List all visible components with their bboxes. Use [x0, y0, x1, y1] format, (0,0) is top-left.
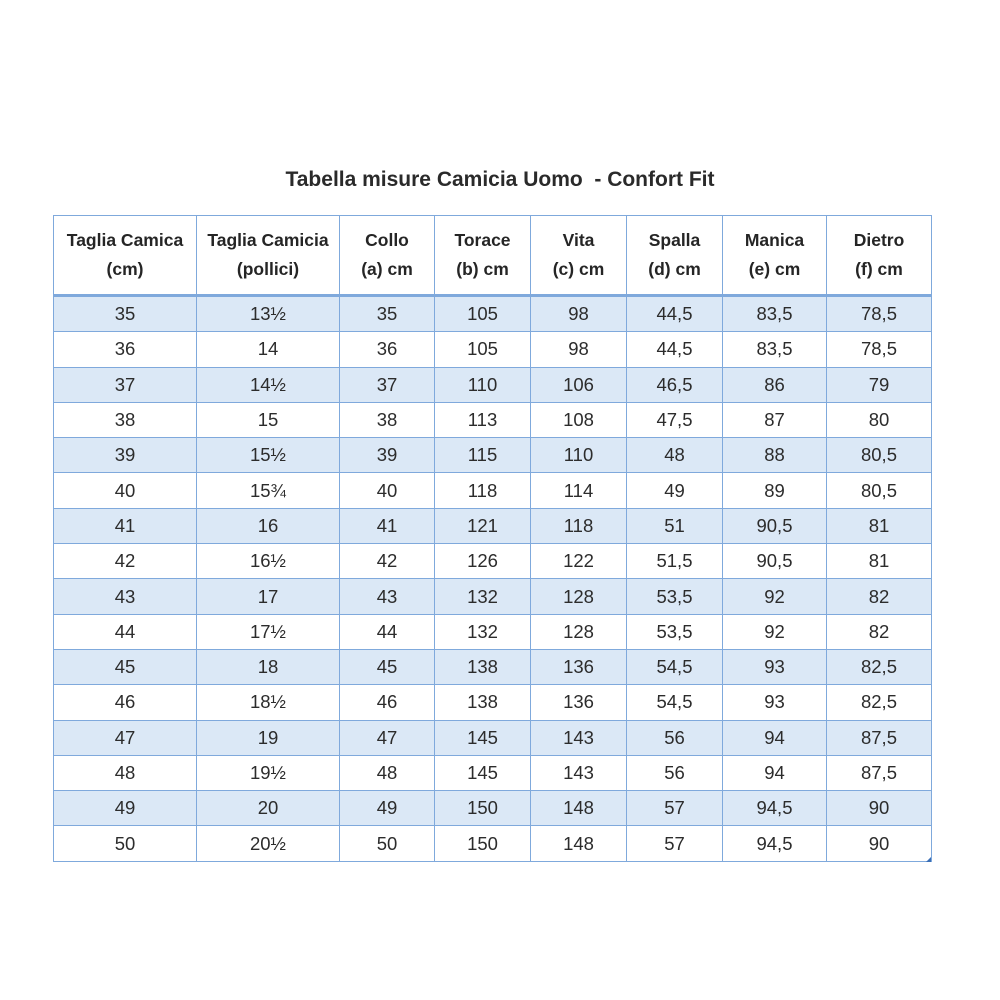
table-cell: 94: [723, 755, 827, 790]
table-cell: 110: [531, 438, 627, 473]
table-cell: 83,5: [723, 296, 827, 332]
table-cell: 43: [54, 579, 197, 614]
table-cell: 83,5: [723, 332, 827, 367]
header-label: Collo: [365, 230, 409, 250]
header-collo: [340, 216, 435, 296]
table-cell: 47: [340, 720, 435, 755]
table-cell: 143: [531, 755, 627, 790]
table-cell: 17: [197, 579, 340, 614]
table-cell: 90,5: [723, 508, 827, 543]
header-unit: (pollici): [236, 259, 300, 279]
size-chart-table: [53, 215, 932, 862]
header-unit: (cm): [106, 259, 144, 279]
table-cell: 145: [435, 755, 531, 790]
table-cell: 57: [627, 791, 723, 826]
table-cell: 118: [435, 473, 531, 508]
table-cell: 136: [531, 649, 627, 684]
table-cell: 108: [531, 402, 627, 437]
table-cell: 49: [54, 791, 197, 826]
table-cell: 145: [435, 720, 531, 755]
table-row: [54, 685, 932, 720]
header-unit: (e) cm: [748, 259, 801, 279]
table-cell: 105: [435, 332, 531, 367]
table-cell: 105: [435, 296, 531, 332]
table-cell: 37: [54, 367, 197, 402]
table-title: Tabella misure Camicia Uomo - Confort Fit: [285, 168, 715, 191]
table-cell: 35: [340, 296, 435, 332]
table-cell: 82: [827, 579, 932, 614]
table-cell: 49: [340, 791, 435, 826]
table-cell: 93: [723, 649, 827, 684]
header-label: Dietro: [853, 230, 905, 250]
table-cell: 132: [435, 579, 531, 614]
table-row: [54, 720, 932, 755]
table-cell: 45: [54, 649, 197, 684]
table-cell: 46: [340, 685, 435, 720]
table-cell: 40: [340, 473, 435, 508]
table-cell: 42: [340, 544, 435, 579]
table-cell: 87,5: [827, 755, 932, 790]
table-cell: 38: [54, 402, 197, 437]
table-cell: 47,5: [627, 402, 723, 437]
table-cell: 37: [340, 367, 435, 402]
table-cell: 18: [197, 649, 340, 684]
table-cell: 126: [435, 544, 531, 579]
table-cell: 42: [54, 544, 197, 579]
table-cell: 44: [54, 614, 197, 649]
table-cell: 138: [435, 649, 531, 684]
table-row: [54, 544, 932, 579]
table-cell: 93: [723, 685, 827, 720]
table-cell: 47: [54, 720, 197, 755]
table-cell: 41: [54, 508, 197, 543]
table-cell: 128: [531, 614, 627, 649]
table-cell: 48: [627, 438, 723, 473]
table-cell: 150: [435, 791, 531, 826]
table-cell: 18½: [197, 685, 340, 720]
table-cell: 150: [435, 826, 531, 861]
table-cell: 44: [340, 614, 435, 649]
table-cell: 110: [435, 367, 531, 402]
table-cell: 148: [531, 826, 627, 861]
table-cell: 92: [723, 614, 827, 649]
header-label: Spalla: [648, 230, 701, 250]
table-cell: 20½: [197, 826, 340, 861]
table-cell: 48: [340, 755, 435, 790]
header-torace: [435, 216, 531, 296]
table-cell: 90: [827, 791, 932, 826]
header-label: Taglia Camicia: [207, 230, 329, 250]
table-cell: 16½: [197, 544, 340, 579]
table-cell: 50: [54, 826, 197, 861]
table-cell: 79: [827, 367, 932, 402]
table-cell: 44,5: [627, 332, 723, 367]
table-cell: 132: [435, 614, 531, 649]
table-cell: 88: [723, 438, 827, 473]
table-cell: 44,5: [627, 296, 723, 332]
table-row: [54, 473, 932, 508]
header-taglia-camica-cm: [54, 216, 197, 296]
table-cell: 13½: [197, 296, 340, 332]
table-cell: 45: [340, 649, 435, 684]
table-row: [54, 438, 932, 473]
header-label: Torace: [454, 230, 511, 250]
table-cell: 82: [827, 614, 932, 649]
table-cell: 114: [531, 473, 627, 508]
table-cell: 143: [531, 720, 627, 755]
table-cell: 98: [531, 332, 627, 367]
header-label: Vita: [562, 230, 595, 250]
table-cell: 41: [340, 508, 435, 543]
header-label: Manica: [744, 230, 805, 250]
table-cell: 82,5: [827, 685, 932, 720]
header-taglia-camicia-pollici: [197, 216, 340, 296]
table-cell: 19: [197, 720, 340, 755]
header-label: Taglia Camica: [66, 230, 184, 250]
table-cell: 81: [827, 544, 932, 579]
header-dietro: [827, 216, 932, 296]
table-cell: 53,5: [627, 579, 723, 614]
header-unit: (d) cm: [648, 259, 701, 279]
table-cell: 54,5: [627, 685, 723, 720]
header-unit: (b) cm: [456, 259, 509, 279]
table-cell: 35: [54, 296, 197, 332]
table-cell: 53,5: [627, 614, 723, 649]
table-row: [54, 614, 932, 649]
table-cell: 40: [54, 473, 197, 508]
table-cell: 98: [531, 296, 627, 332]
table-cell: 87: [723, 402, 827, 437]
table-cell: 39: [54, 438, 197, 473]
table-row: [54, 508, 932, 543]
table-cell: 121: [435, 508, 531, 543]
table-cell: 148: [531, 791, 627, 826]
table-cell: 51,5: [627, 544, 723, 579]
table-row: [54, 649, 932, 684]
table-cell: 48: [54, 755, 197, 790]
table-cell: 118: [531, 508, 627, 543]
table-cell: 128: [531, 579, 627, 614]
table-cell: 46: [54, 685, 197, 720]
table-cell: 14: [197, 332, 340, 367]
table-cell: 15½: [197, 438, 340, 473]
table-row: [54, 826, 932, 861]
table-row: [54, 791, 932, 826]
header-unit: (f) cm: [855, 259, 903, 279]
table-cell: 51: [627, 508, 723, 543]
header-unit: (c) cm: [552, 259, 605, 279]
header-row: [54, 216, 932, 296]
table-cell: 16: [197, 508, 340, 543]
table-cell: 49: [627, 473, 723, 508]
table-cell: 90,5: [723, 544, 827, 579]
table-cell: 82,5: [827, 649, 932, 684]
table-cell: 115: [435, 438, 531, 473]
table-cell: 106: [531, 367, 627, 402]
table-row: [54, 332, 932, 367]
table-row: [54, 367, 932, 402]
table-cell: 81: [827, 508, 932, 543]
table-cell: 113: [435, 402, 531, 437]
table-cell: 78,5: [827, 332, 932, 367]
table-cell: 36: [340, 332, 435, 367]
table-cell: 80: [827, 402, 932, 437]
table-cell: 56: [627, 755, 723, 790]
header-manica: [723, 216, 827, 296]
header-spalla: [627, 216, 723, 296]
table-cell: 94: [723, 720, 827, 755]
table-cell: 14½: [197, 367, 340, 402]
table-cell: 94,5: [723, 791, 827, 826]
table-cell: 80,5: [827, 473, 932, 508]
table-cell: 20: [197, 791, 340, 826]
table-cell: 89: [723, 473, 827, 508]
table-cell: 80,5: [827, 438, 932, 473]
table-cell: 36: [54, 332, 197, 367]
table-cell: 86: [723, 367, 827, 402]
table-cell: 15: [197, 402, 340, 437]
table-cell: 15¾: [197, 473, 340, 508]
table-cell: 19½: [197, 755, 340, 790]
resize-handle-icon: [926, 857, 931, 862]
table-row: [54, 755, 932, 790]
table-cell: 94,5: [723, 826, 827, 861]
table-cell: 138: [435, 685, 531, 720]
table-cell: 54,5: [627, 649, 723, 684]
table-cell: 122: [531, 544, 627, 579]
header-vita: [531, 216, 627, 296]
table-row: [54, 296, 932, 332]
table-cell: 136: [531, 685, 627, 720]
table-cell: 39: [340, 438, 435, 473]
table-cell: 92: [723, 579, 827, 614]
table-header: [54, 216, 932, 296]
table-cell: 50: [340, 826, 435, 861]
table-cell: 46,5: [627, 367, 723, 402]
table-row: [54, 579, 932, 614]
table-cell: 57: [627, 826, 723, 861]
table-row: [54, 402, 932, 437]
table-cell: 56: [627, 720, 723, 755]
header-unit: (a) cm: [361, 259, 413, 279]
table-body: [54, 296, 932, 862]
table-cell: 17½: [197, 614, 340, 649]
table-cell: 38: [340, 402, 435, 437]
table-cell: 87,5: [827, 720, 932, 755]
table-cell: 78,5: [827, 296, 932, 332]
table-cell: 43: [340, 579, 435, 614]
table-cell: 90: [827, 826, 932, 861]
